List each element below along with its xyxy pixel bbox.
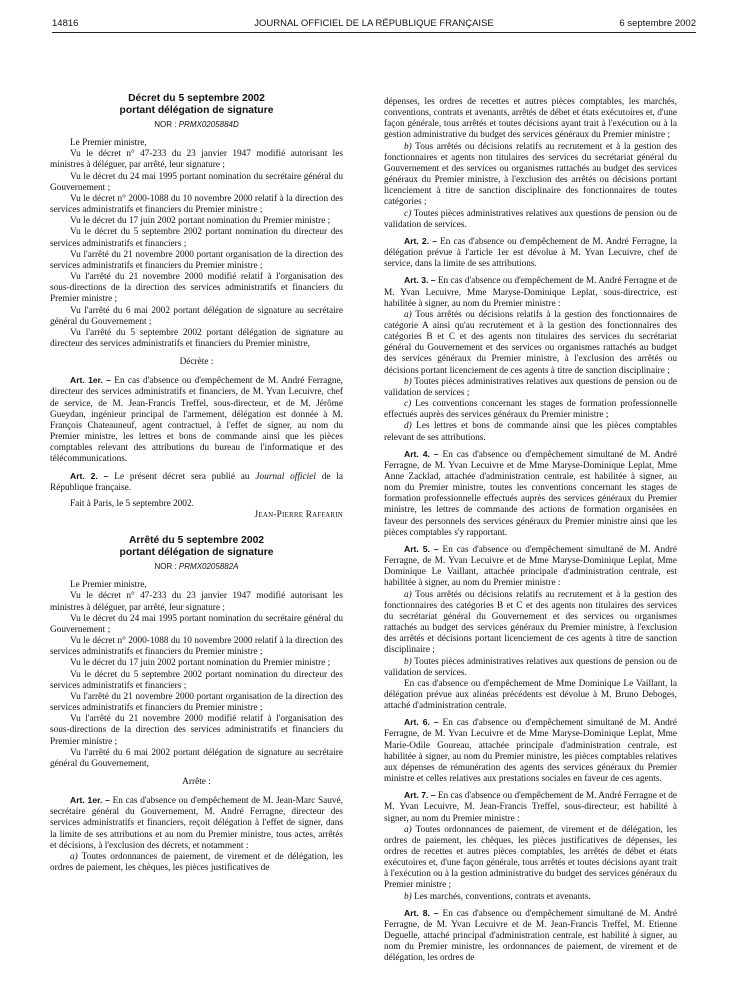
decret-visas (50, 138, 343, 350)
list-item: d) Les lettres et bons de commande ainsi que les pièces comptables relevant de ses attributions. (384, 421, 677, 443)
arrete-arrete: Arrête : (182, 776, 211, 787)
page-number: 14816 (52, 18, 79, 29)
text-paragraph: dépenses, les ordres de recettes et autres pièces comptables, les marchés, conventions, contrats et avenants, arrêtés de débet et états exécutoires et, d'une façon générale, tous arrêtés et toutes décisions ayant trait à l'exécution ou à la gestion administrative du budget des services généraux du Premier ministre ; (384, 97, 677, 141)
article-paragraph: Art. 7. – En cas d'absence ou d'empêchement de M. André Ferragne et de M. Yvan Lecuivre, M. Jean-Francis Treffel, sous-directeur, est habilité à signer, au nom du Premier ministre : (384, 790, 677, 824)
decret-paragraph: Vu l'arrêté du 21 novembre 2000 modifié relatif à l'organisation des sous-directions de la direction des services administratifs et financiers du Premier ministre ; (50, 272, 343, 305)
list-item: a) Tous arrêtés ou décisions relatifs au recrutement et à la gestion des fonctionnaires des catégories B et C et des agents non titulaires des services du secrétariat général du Gouvernement et des services ou organismes rattachés au budget des services généraux du Premier ministre, à l'exclusion des arrêtés et décisions portant licenciement de ces agents à titre de sanction disciplinaire ; (384, 589, 677, 656)
arrete-paragraph: Vu l'arrêté du 21 novembre 2000 modifié relatif à l'organisation des sous-directions de la direction des services administratifs et financiers du Premier ministre ; (50, 714, 343, 747)
right-column (384, 97, 677, 965)
article-paragraph: Art. 8. – En cas d'absence ou d'empêchement simultané de M. André Ferragne, de M. Yvan Lecuivre et de M. Jean-Francis Treffel, M. Etienne Deguelle, attaché principal d'administration centrale, est habilité à signer, au nom du Premier ministre, les ordonnances de paiement, de virement et de délégation, les ordres de (384, 907, 677, 964)
arrete-paragraph: Vu le décret du 24 mai 1995 portant nomination du secrétaire général du Gouvernement ; (50, 613, 343, 635)
arrete-article-1-a: a) Toutes ordonnances de paiement, de virement et de délégation, les ordres de paiement, les chèques, les pièces justificatives de (50, 851, 343, 874)
decret-paragraph: Vu le décret n° 47-233 du 23 janvier 1947 modifié autorisant les ministres à déléguer, par arrêté, leur signature ; (50, 149, 343, 171)
decret-paragraph: Vu le décret du 17 juin 2002 portant nomination du Premier ministre ; (70, 216, 331, 227)
decret-article-2: Art. 2. – Le présent décret sera publié au Journal officiel de la République française. (50, 470, 344, 493)
arrete-paragraph: Vu le décret n° 2000-1088 du 10 novembre 2000 relatif à la direction des services administratifs et financiers du Premier ministre ; (50, 636, 343, 658)
decret-fait: Fait à Paris, le 5 septembre 2002. (70, 498, 194, 509)
list-item: a) Tous arrêtés ou décisions relatifs à la gestion des fonctionnaires de catégorie A ainsi qu'au recrutement et à la gestion des fonctionnaires des catégories B et C et des agents non titulaires des services du secrétariat général du Gouvernement et des services ou organismes rattachés au budget des services généraux du Premier ministre, à l'exclusion des arrêtés ou décisions portant licenciement de ces agents à titre de sanction disciplinaire ; (384, 309, 677, 376)
article-paragraph: Art. 3. – En cas d'absence ou d'empêchement de M. André Ferragne et de M. Yvan Lecuivre, Mme Maryse-Dominique Leplat, sous-directrice, est habilitée à signer, au nom du Premier ministre : (384, 275, 677, 309)
decret-paragraph: Vu le décret du 24 mai 1995 portant nomination du secrétaire général du Gouvernement ; (50, 171, 343, 193)
decret-signature: Jean-Pierre Raffarin (254, 510, 343, 520)
list-item: b) Toutes pièces administratives relatives aux questions de pension ou de validation de services ; (384, 376, 677, 398)
decret-paragraph: Vu l'arrêté du 6 mai 2002 portant délégation de signature au secrétaire général du Gouvernement ; (50, 305, 343, 327)
decret-paragraph: Vu l'arrêté du 5 septembre 2002 portant délégation de signature au directeur des services administratifs et financiers du Premier ministre, (50, 327, 343, 349)
decret-paragraph: Vu le décret du 5 septembre 2002 portant nomination du directeur des services administratifs et financiers ; (50, 227, 343, 249)
arrete-section (50, 535, 343, 874)
arrete-title: Arrêté du 5 septembre 2002 (128, 535, 265, 547)
arrete-paragraph: Vu l'arrêté du 6 mai 2002 portant délégation de signature au secrétaire général du Gouvernement, (50, 747, 343, 769)
list-item: c) Toutes pièces administratives relatives aux questions de pension ou de validation de services. (384, 208, 677, 230)
arrete-visas (50, 580, 343, 770)
article-paragraph: Art. 2. – En cas d'absence ou d'empêchement de M. André Ferragne, la délégation prévue à l'article 1er est dévolue à M. Yvan Lecuivre, chef de service, dans la limite de ses attributions. (384, 235, 677, 270)
list-item: a) Toutes ordonnances de paiement, de virement et de délégation, les ordres de paiement, les chèques, les pièces justificatives de dépenses, les ordres de recettes et autres pièces comptables, les arrêtés de débet et états exécutoires et, d'une façon générale, tous arrêtés et toutes décisions ayant trait à l'exécution ou à la gestion administrative du budget des services généraux du Premier ministre ; (384, 824, 677, 891)
arrete-nor: NOR : PRMX0205882A (154, 562, 239, 572)
journal-title: JOURNAL OFFICIEL DE LA RÉPUBLIQUE FRANÇAISE (254, 18, 494, 29)
decret-paragraph: Vu le décret n° 2000-1088 du 10 novembre 2000 relatif à la direction des services administratifs et financiers du Premier ministre ; (50, 193, 343, 216)
list-item: b) Toutes pièces administratives relatives aux questions de pension ou de validation de services. (384, 656, 677, 678)
page-header (52, 18, 696, 33)
arrete-paragraph: Le Premier ministre, (70, 580, 147, 591)
arrete-paragraph: Vu le décret du 17 juin 2002 portant nomination du Premier ministre ; (70, 658, 331, 669)
decret-title: Décret du 5 septembre 2002 (128, 93, 265, 104)
text-paragraph: En cas d'absence ou d'empêchement de Mme Dominique Le Vaillant, la délégation prévue aux alinéas précédents est dévolue à M. Bruno Deboges, attaché d'administration centrale. (384, 678, 677, 712)
issue-date: 6 septembre 2002 (619, 18, 696, 29)
list-item: b) Tous arrêtés ou décisions relatifs au recrutement et à la gestion des fonctionnaires et agents non titulaires des services du secrétariat général du Gouvernement et des services ou organismes rattachés au budget des services généraux du Premier ministre, à l'exclusion des arrêtés ou décisions portant licenciement à titre de sanction disciplinaire des fonctionnaires de toutes catégories ; (384, 141, 677, 208)
article-paragraph: Art. 6. – En cas d'absence ou d'empêchement simultané de M. André Ferragne, de M. Yvan Lecuivre et de Mme Maryse-Dominique Leplat, Mme Marie-Odile Goureau, attachée principale d'administration centrale, est habilitée à signer, au nom du Premier ministre, les pièces comptables relatives aux dépenses de rémunération des agents des services généraux du Premier ministre et celles relatives aux prestations sociales en faveur de ces agents. (384, 717, 677, 785)
arrete-paragraph: Vu l'arrêté du 21 novembre 2000 portant organisation de la direction des services administratifs et financiers du Premier ministre ; (50, 691, 343, 714)
arrete-article-1: Art. 1er. – En cas d'absence ou d'empêchement de M. Jean-Marc Sauvé, secrétaire général du Gouvernement, M. André Ferragne, directeur des services administratifs et financiers, reçoit délégation à l'effet de signer, dans la limite de ses attributions et au nom du Premier ministre, tous actes, arrêtés et décisions, à l'exclusion des décrets, et notamment : (50, 795, 344, 851)
decret-subtitle: portant délégation de signature (119, 105, 274, 116)
decret-article-1: Art. 1er. – En cas d'absence ou d'empêchement de M. André Ferragne, directeur des services administratifs et financiers, de M. Yvan Lecuivre, chef de service, de M. Jean-Francis Treffel, sous-directeur, et de M. Jérôme Gueydan, ingénieur principal de l'armement, délégation est donnée à M. François Chateauneuf, agent contractuel, à l'effet de signer, au nom du Premier ministre, les lettres et bons de commande ainsi que les pièces comptables relevant des attributions du bureau de l'informatique et des télécommunications. (50, 375, 343, 465)
arrete-subtitle: portant délégation de signature (119, 547, 274, 559)
arrete-paragraph: Vu le décret n° 47-233 du 23 janvier 1947 modifié autorisant les ministres à déléguer, par arrêté, leur signature ; (50, 591, 343, 613)
decret-decrete: Décrète : (179, 357, 214, 368)
arrete-paragraph: Vu le décret du 5 septembre 2002 portant nomination du directeur des services administratifs et financiers ; (50, 669, 343, 691)
decret-section (50, 93, 343, 521)
article-paragraph: Art. 5. – En cas d'absence ou d'empêchement simultané de M. André Ferragne, de M. Yvan Lecuivre et de Mme Maryse-Dominique Leplat, Mme Dominique Le Vaillant, attachée principale d'administration centrale, est habilitée à signer, au nom du Premier ministre : (384, 543, 677, 589)
decret-paragraph: Le Premier ministre, (70, 138, 147, 149)
decret-paragraph: Vu l'arrêté du 21 novembre 2000 portant organisation de la direction des services administratifs et financiers du Premier ministre ; (50, 249, 343, 271)
article-paragraph: Art. 4. – En cas d'absence ou d'empêchement simultané de M. André Ferragne, de M. Yvan Lecuivre et de Mme Maryse-Dominique Leplat, Mme Anne Zacklad, attachée d'administration centrale, est habilitée à signer, au nom du Premier ministre, toutes les conventions concernant les stages de formation professionnelle effectués auprès des services généraux du Premier ministre, les lettres de commande des actions de formation organisées en faveur des personnels des services généraux du Premier ministre ainsi que les pièces comptables s'y rapportant. (384, 448, 677, 538)
list-item: b) Les marchés, conventions, contrats et avenants. (404, 891, 591, 902)
left-column (50, 93, 343, 874)
list-item: c) Les conventions concernant les stages de formation professionnelle effectués auprès des services généraux du Premier ministre ; (384, 399, 677, 421)
decret-nor: NOR : PRMX0205884D (154, 120, 239, 129)
